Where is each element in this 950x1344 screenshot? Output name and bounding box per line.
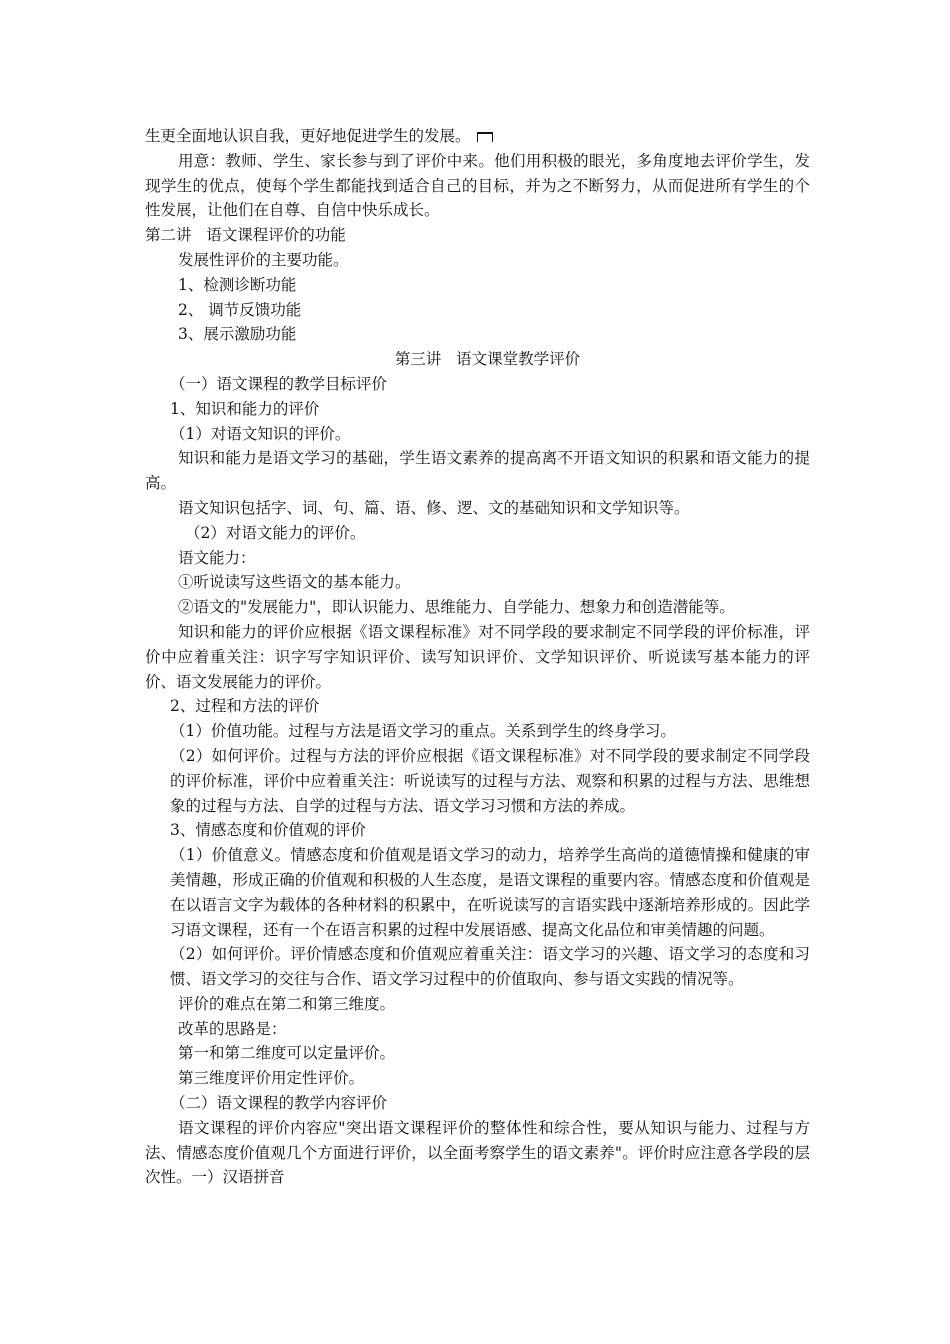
paragraph-continuation [145,124,810,149]
section-heading-1: （一）语文课程的教学目标评价 [170,374,388,393]
subsection-heading-1: 1、知识和能力的评价 [170,399,320,418]
item-heading-1-1: （1）对语文知识的评价。 [170,424,351,443]
list-item-function-2: 2、 调节反馈功能 [178,300,302,319]
paragraph-process-how: （2）如何评价。过程与方法的评价应根据《语文课程标准》对不同学段的要求制定不同学段的评价标准，评价中应着重关注：听说读写的过程与方法、观察和积累的过程与方法、思维想象的过程与方法、自学的过程与方法、语文学习习惯和方法的养成。 [170,746,810,815]
paragraph-process-value: （1）价值功能。过程与方法是语文学习的重点。关系到学生的终身学习。 [170,722,676,741]
paragraph-text: 生更全面地认识自我，更好地促进学生的发展。 [145,127,471,145]
paragraph-content-evaluation: 语文课程的评价内容应"突出语文课程评价的整体性和综合性，要从知识与能力、过程与方法、情感态度价值观几个方面进行评价，以全面考察学生的语文素养"。评价时应注意各学段的层次性。一）汉语拼音 [145,1118,810,1187]
subsection-heading-2: 2、过程和方法的评价 [170,697,320,716]
paragraph-reform: 改革的思路是： [178,1019,287,1038]
list-item-ability-2: ②语文的"发展能力"，即认识能力、思维能力、自学能力、想象力和创造潜能等。 [178,598,735,617]
paragraph-emotion-value: （1）价值意义。情感态度和价值观是语文学习的动力，培养学生高尚的道德情操和健康的审美情趣，形成正确的价值观和积极的人生态度，是语文课程的重要内容。情感态度和价值观是在以语言文字为载体的各种材料的积累中，在听说读写的言语实践中逐渐培养形成的。因此学习语文课程，还有一个在语言积累的过程中发展语感、提高文化品位和审美情趣的问题。 [170,846,810,939]
subsection-heading-3: 3、情感态度和价值观的评价 [170,821,366,840]
paragraph-functions-intro: 发展性评价的主要功能。 [178,250,349,269]
document-page [145,124,810,1190]
list-item-function-1: 1、检测诊断功能 [178,275,297,294]
paragraph-knowledge-scope: 语文知识包括字、词、句、篇、语、修、逻、文的基础知识和文学知识等。 [178,498,690,517]
item-heading-1-2: （2）对语文能力的评价。 [185,523,366,542]
list-item-function-3: 3、展示激励功能 [178,325,297,344]
paragraph-quantitative: 第一和第二维度可以定量评价。 [178,1044,396,1063]
paragraph-knowledge-evaluation: 知识和能力的评价应根据《语文课程标准》对不同学段的要求制定不同学段的评价标准，评价中应着重关注：识字写字知识评价、读写知识评价、文学知识评价、听说读写基本能力的评价、语文发展能力的评价。 [145,622,810,691]
paragraph-purpose: 用意：教师、学生、家长参与到了评价中来。他们用积极的眼光，多角度地去评价学生，发现学生的优点，使每个学生都能找到适合自己的目标，并为之不断努力，从而促进所有学生的个性发展，让他们在自尊、自信中快乐成长。 [145,151,810,220]
list-item-ability-1: ①听说读写这些语文的基本能力。 [178,573,411,592]
paragraph-ability-label: 语文能力： [178,548,256,567]
section-heading-2: （二）语文课程的教学内容评价 [170,1094,388,1113]
lecture-heading-3: 第三讲 语文课堂教学评价 [394,350,581,369]
paragraph-knowledge: 知识和能力是语文学习的基础，学生语文素养的提高离不开语文知识的积累和语文能力的提高。 [145,449,810,493]
paragraph-qualitative: 第三维度评价用定性评价。 [178,1069,365,1088]
edit-mark-icon [477,132,493,142]
lecture-heading-2: 第二讲 语文课程评价的功能 [145,226,346,245]
paragraph-emotion-how: （2）如何评价。评价情感态度和价值观应着重关注：语文学习的兴趣、语文学习的态度和习惯、语文学习的交往与合作、语文学习过程中的价值取向、参与语文实践的情况等。 [170,945,810,989]
paragraph-difficulty: 评价的难点在第二和第三维度。 [178,994,396,1013]
